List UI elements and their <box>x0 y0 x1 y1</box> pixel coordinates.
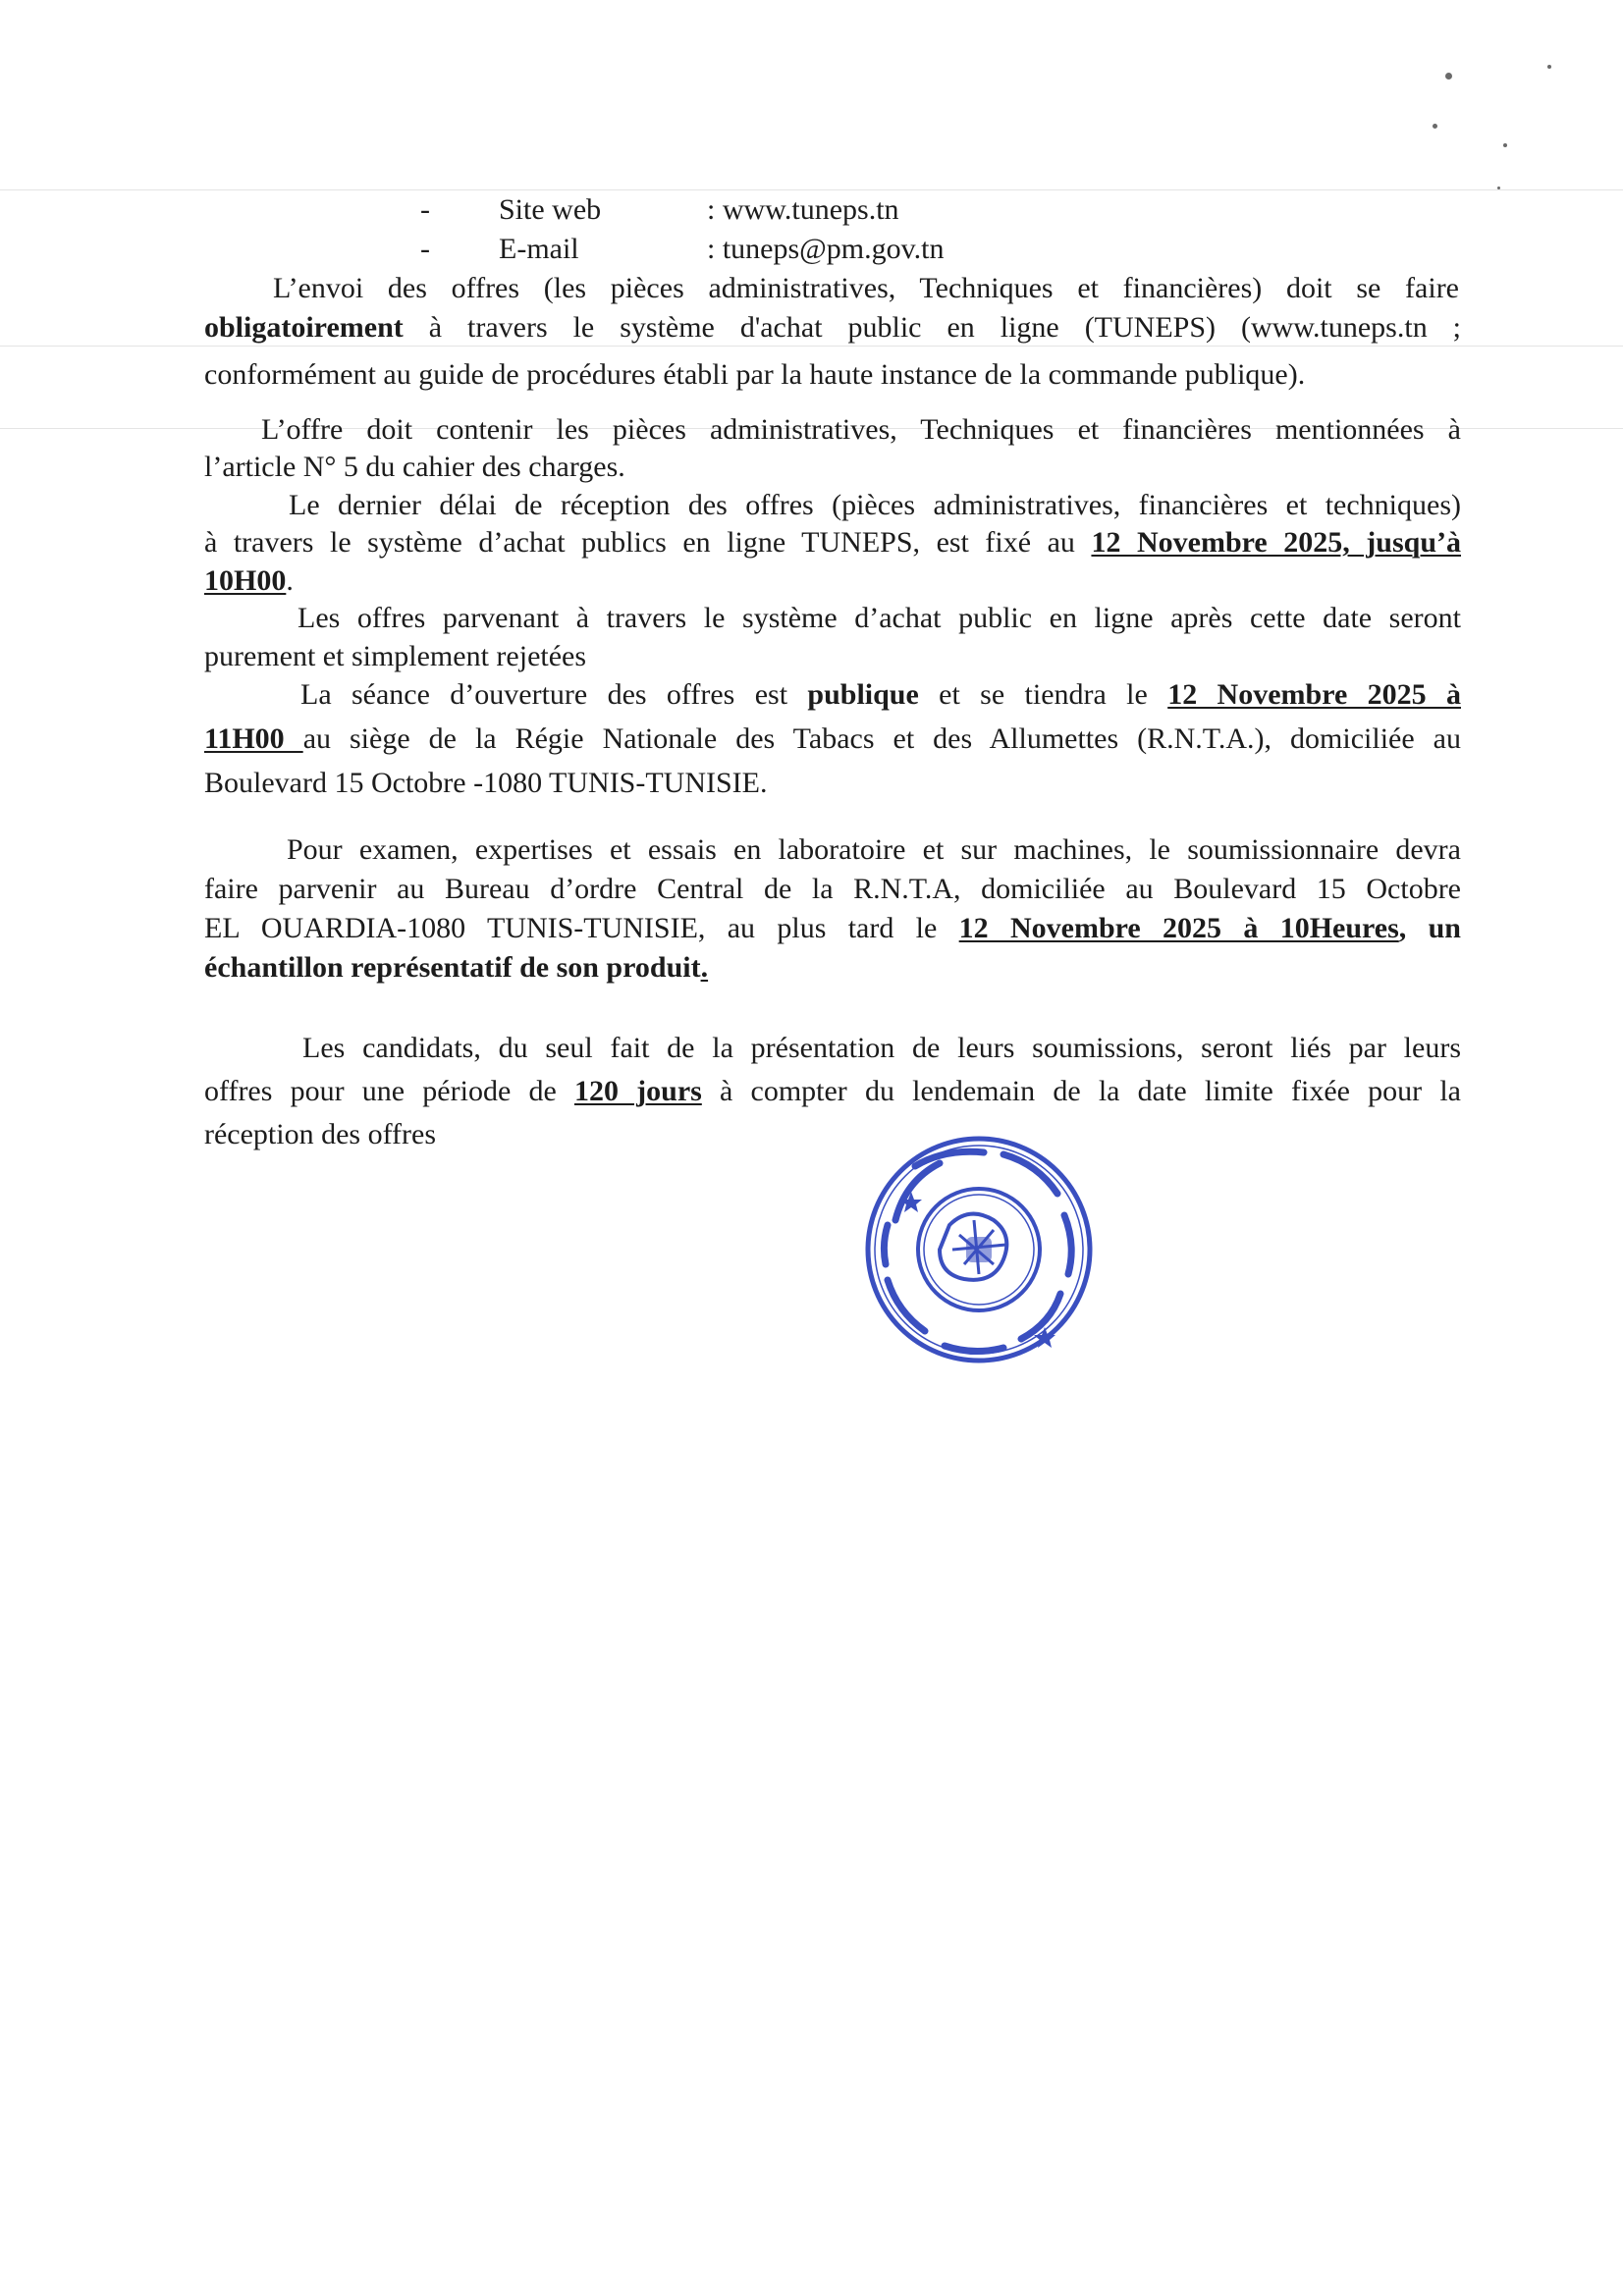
paragraph-content-line: L’offre doit contenir les pièces administratives, Techniques et financières mentionnées à <box>261 413 1461 446</box>
paragraph-sample-line: échantillon représentatif de son produit. <box>204 951 709 984</box>
paragraph-deadline-line: Le dernier délai de réception des offres (pièces administratives, financières et techniques) <box>289 489 1461 521</box>
paragraph-deadline-line: à travers le système d’achat publics en ligne TUNEPS, est fixé au 12 Novembre 2025, jusqu’à <box>204 526 1462 559</box>
email-label: E-mail <box>499 233 579 265</box>
paragraph-submission-line: conformément au guide de procédures établi par la haute instance de la commande publique). <box>204 358 1306 391</box>
scan-line <box>0 189 1623 190</box>
paragraph-opening-line: 11H00 au siège de la Régie Nationale des Tabacs et des Allumettes (R.N.T.A.), domiciliée au <box>204 722 1461 755</box>
paragraph-rejection-line: Les offres parvenant à travers le système d’achat public en ligne après cette date seront <box>298 602 1461 634</box>
paragraph-validity-line: Les candidats, du seul fait de la présentation de leurs soumissions, seront liés par leurs <box>302 1032 1461 1064</box>
paragraph-sample-line: EL OUARDIA-1080 TUNIS-TUNISIE, au plus tard le 12 Novembre 2025 à 10Heures, un <box>204 912 1461 944</box>
scan-speck <box>1445 73 1452 80</box>
paragraph-opening-line: La séance d’ouverture des offres est publique et se tiendra le 12 Novembre 2025 à <box>300 678 1461 711</box>
website-label: Site web <box>499 193 602 226</box>
paragraph-submission-line: obligatoirement à travers le système d'achat public en ligne (TUNEPS) (www.tuneps.tn ; <box>204 311 1461 344</box>
paragraph-sample-line: Pour examen, expertises et essais en laboratoire et sur machines, le soumissionnaire devra <box>287 833 1461 866</box>
scan-speck <box>1503 143 1507 147</box>
scan-speck <box>1497 187 1500 189</box>
paragraph-validity-line: réception des offres <box>204 1118 437 1150</box>
paragraph-opening-line: Boulevard 15 Octobre -1080 TUNIS-TUNISIE. <box>204 767 768 799</box>
paragraph-sample-line: faire parvenir au Bureau d’ordre Central de la R.N.T.A, domiciliée au Boulevard 15 Octobre <box>204 873 1461 905</box>
official-seal-icon <box>856 1127 1102 1372</box>
paragraph-deadline-line: 10H00. <box>204 564 294 597</box>
scan-line <box>0 346 1623 347</box>
paragraph-submission-line: L’envoi des offres (les pièces administratives, Techniques et financières) doit se faire <box>273 272 1459 304</box>
paragraph-rejection-line: purement et simplement rejetées <box>204 640 587 672</box>
scan-speck <box>1433 124 1437 129</box>
scan-speck <box>1547 65 1551 69</box>
paragraph-content-line: l’article N° 5 du cahier des charges. <box>204 451 625 483</box>
list-dash: - <box>420 233 430 265</box>
email-value: : tuneps@pm.gov.tn <box>707 233 945 265</box>
paragraph-validity-line: offres pour une période de 120 jours à compter du lendemain de la date limite fixée pour la <box>204 1075 1461 1107</box>
website-value: : www.tuneps.tn <box>707 193 899 226</box>
list-dash: - <box>420 193 430 226</box>
